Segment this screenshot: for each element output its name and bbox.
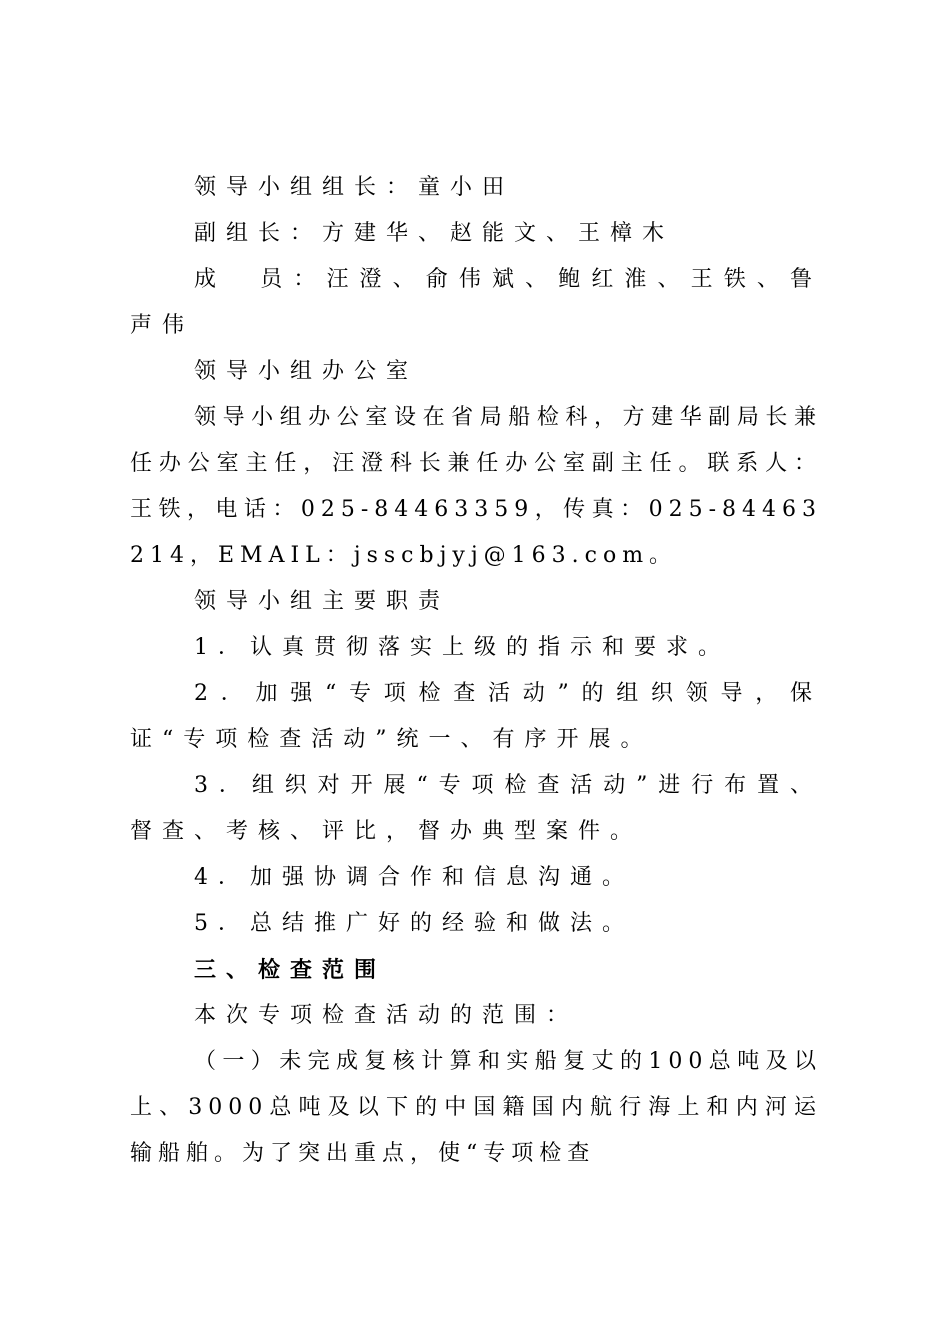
paragraph-duty-3: 3．组织对开展“专项检查活动”进行布置、督查、考核、评比，督办典型案件。 (130, 773, 822, 844)
section-heading-scope: 三、检查范围 (194, 957, 387, 983)
paragraph-office-details: 领导小组办公室设在省局船检科，方建华副局长兼任办公室主任，汪澄科长兼任办公室副主任。联系人：王铁，电话：025-84463359，传真：025-84463214，EMAIL：jsscbjyj@163.com。 (130, 405, 822, 568)
paragraph-duty-4: 4．加强协调合作和信息沟通。 (194, 865, 634, 890)
paragraph-deputy-leaders: 副组长：方建华、赵能文、王樟木 (194, 221, 675, 246)
paragraph-duties-heading: 领导小组主要职责 (194, 589, 451, 614)
paragraph-duty-2: 2．加强“专项检查活动”的组织领导，保证“专项检查活动”统一、有序开展。 (130, 681, 822, 752)
paragraph-scope-item-1: （一）未完成复核计算和实船复丈的100总吨及以上、3000总吨及以下的中国籍国内航行海上和内河运输船舶。为了突出重点，使“专项检查 (130, 1049, 822, 1166)
paragraph-scope-intro: 本次专项检查活动的范围： (194, 1003, 579, 1028)
paragraph-office-heading: 领导小组办公室 (194, 359, 419, 384)
document-body (130, 165, 822, 1177)
paragraph-members: 成 员：汪澄、俞伟斌、鲍红淮、王铁、鲁声伟 (130, 267, 822, 338)
paragraph-leader: 领导小组组长：童小田 (194, 175, 515, 200)
paragraph-duty-5: 5．总结推广好的经验和做法。 (194, 911, 634, 936)
paragraph-duty-1: 1．认真贯彻落实上级的指示和要求。 (194, 635, 730, 660)
